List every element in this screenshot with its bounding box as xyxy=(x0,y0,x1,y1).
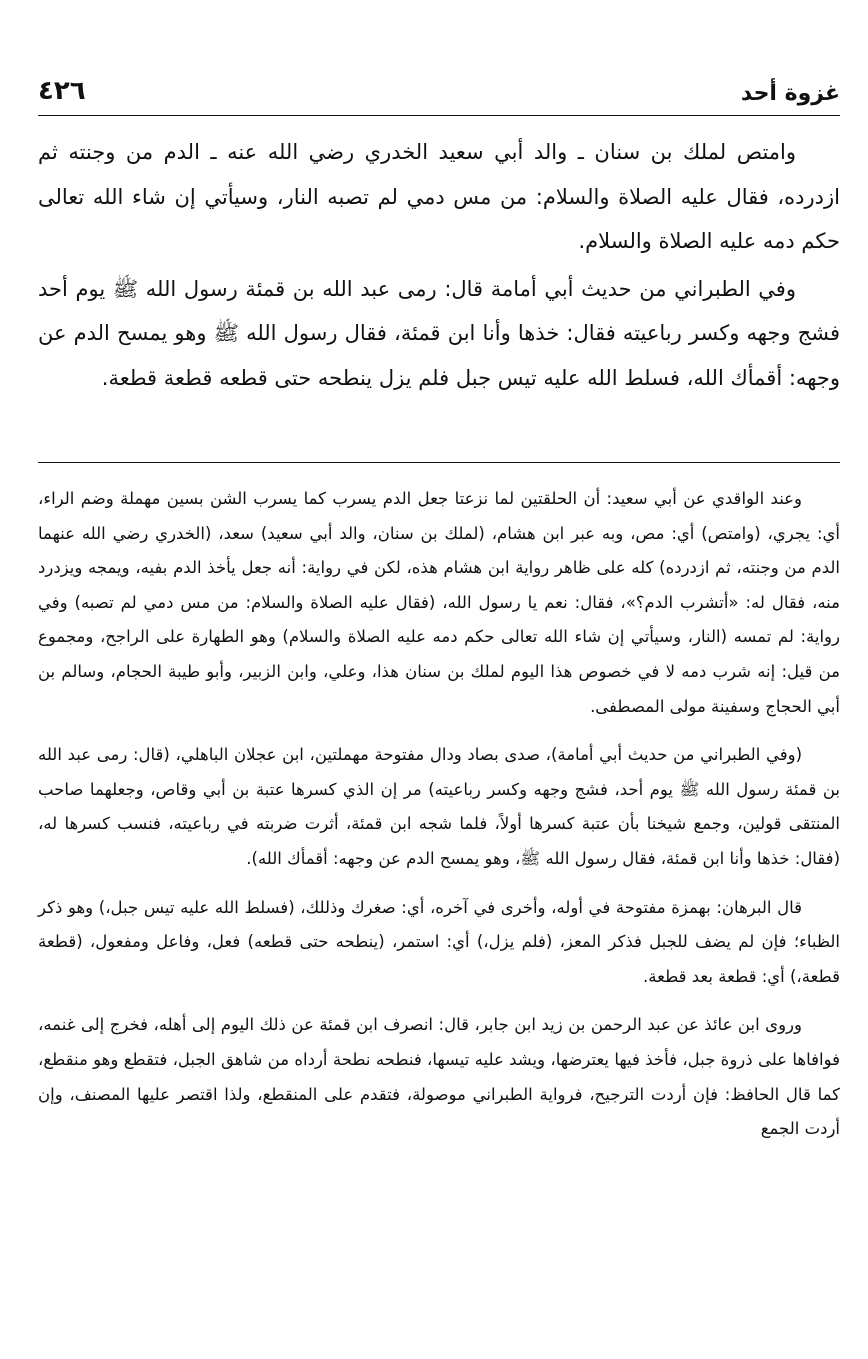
section-divider xyxy=(38,462,840,463)
page-number: ٤٢٦ xyxy=(38,76,86,106)
header-rule xyxy=(38,115,840,116)
page-header xyxy=(38,62,840,106)
running-title: غزوة أحد xyxy=(740,81,840,106)
commentary-paragraph: قال البرهان: بهمزة مفتوحة في أوله، وأخرى في آخره، أي: صغرك وذللك، (فسلط الله عليه تيس جبل،) وهو ذكر الظباء؛ فإن لم يضف للجبل فذكر المعز، (فلم يزل،) أي: استمر، (ينطحه حتى قطعه) فعل، وفاعل ومفعول، (قطعة قطعة،) أي: قطعة بعد قطعة. xyxy=(38,897,840,986)
main-paragraph: وفي الطبراني من حديث أبي أمامة قال: رمى عبد الله بن قمئة رسول الله ﷺ يوم أحد فشج وجهه وكسر رباعيته فقال: خذها وأنا ابن قمئة، فقال رسول الله ﷺ وهو يمسح الدم عن وجهه: أقمأك الله، فسلط الله عليه تيس جبل فلم يزل ينطحه حتى قطعه قطعة قطعة. xyxy=(38,276,840,390)
main-paragraph: وامتص لملك بن سنان ـ والد أبي سعيد الخدري رضي الله عنه ـ الدم من وجنته ثم ازدرده، فقال عليه الصلاة والسلام: من مس دمي لم تصبه النار، وسيأتي إن شاء الله تعالى حكم دمه عليه الصلاة والسلام. xyxy=(38,140,840,253)
commentary-block xyxy=(38,482,840,1147)
commentary-paragraph: وعند الواقدي عن أبي سعيد: أن الحلقتين لما نزعتا جعل الدم يسرب كما يسرب الشن بسين مهملة وضم الراء، أي: يجري، (وامتص) أي: مص، وبه عبر ابن هشام، (لملك بن سنان، والد أبي سعيد) سعد، (الخدري رضي الله عنهما الدم من وجنته، ثم ازدرده) كله على ظاهر رواية ابن هشام هذه، لكن في رواية: أنه جعل يأخذ الدم بفيه، ويمجه ويزدرد منه، فقال له: «أتشرب الدم؟»، فقال: نعم يا رسول الله، (فقال عليه الصلاة والسلام: من مس دمي لم تصبه) وفي رواية: لم تمسه (النار، وسيأتي إن شاء الله تعالى حكم دمه عليه الصلاة والسلام) وهو الطهارة على الراجح، ومجموع من قيل: إنه شرب دمه لا في خصوص هذا اليوم لملك بن سنان هذا، وعلي، وابن الزبير، وأبو طيبة الحجام، وسالم بن أبي الحجاج وسفينة مولى المصطفى. xyxy=(38,489,840,716)
main-text-block xyxy=(38,130,840,400)
commentary-paragraph: وروى ابن عائذ عن عبد الرحمن بن زيد ابن جابر، قال: انصرف ابن قمئة عن ذلك اليوم إلى أهله، فخرج إلى غنمه، فوافاها على ذروة جبل، فأخذ فيها يعترضها، ويشد عليه تيسها، فنطحه نطحة أرداه من شاهق الجبل، فتقطع وهو منقطع، كما قال الحافظ: فإن أردت الترجيح، فرواية الطبراني موصولة، فتقدم على المنقطع، ولذا اقتصر عليها المصنف، وإن أردت الجمع xyxy=(38,1015,840,1139)
commentary-paragraph: (وفي الطبراني من حديث أبي أمامة)، صدى بصاد ودال مفتوحة مهملتين، ابن عجلان الباهلي، (قال: رمى عبد الله بن قمئة رسول الله ﷺ يوم أحد، فشج وجهه وكسر رباعيته) مر إن الذي كسرها عتبة بن أبي وقاص، وجعلهما صاحب المنتقى قولين، وجمع شيخنا بأن عتبة كسرها أولاً، فلما شجه ابن قمئة، أثرت ضربته في رباعيته، فنسب كسرها له، (فقال: خذها وأنا ابن قمئة، فقال رسول الله ﷺ، وهو يمسح الدم عن وجهه: أقمأك الله). xyxy=(38,745,840,868)
